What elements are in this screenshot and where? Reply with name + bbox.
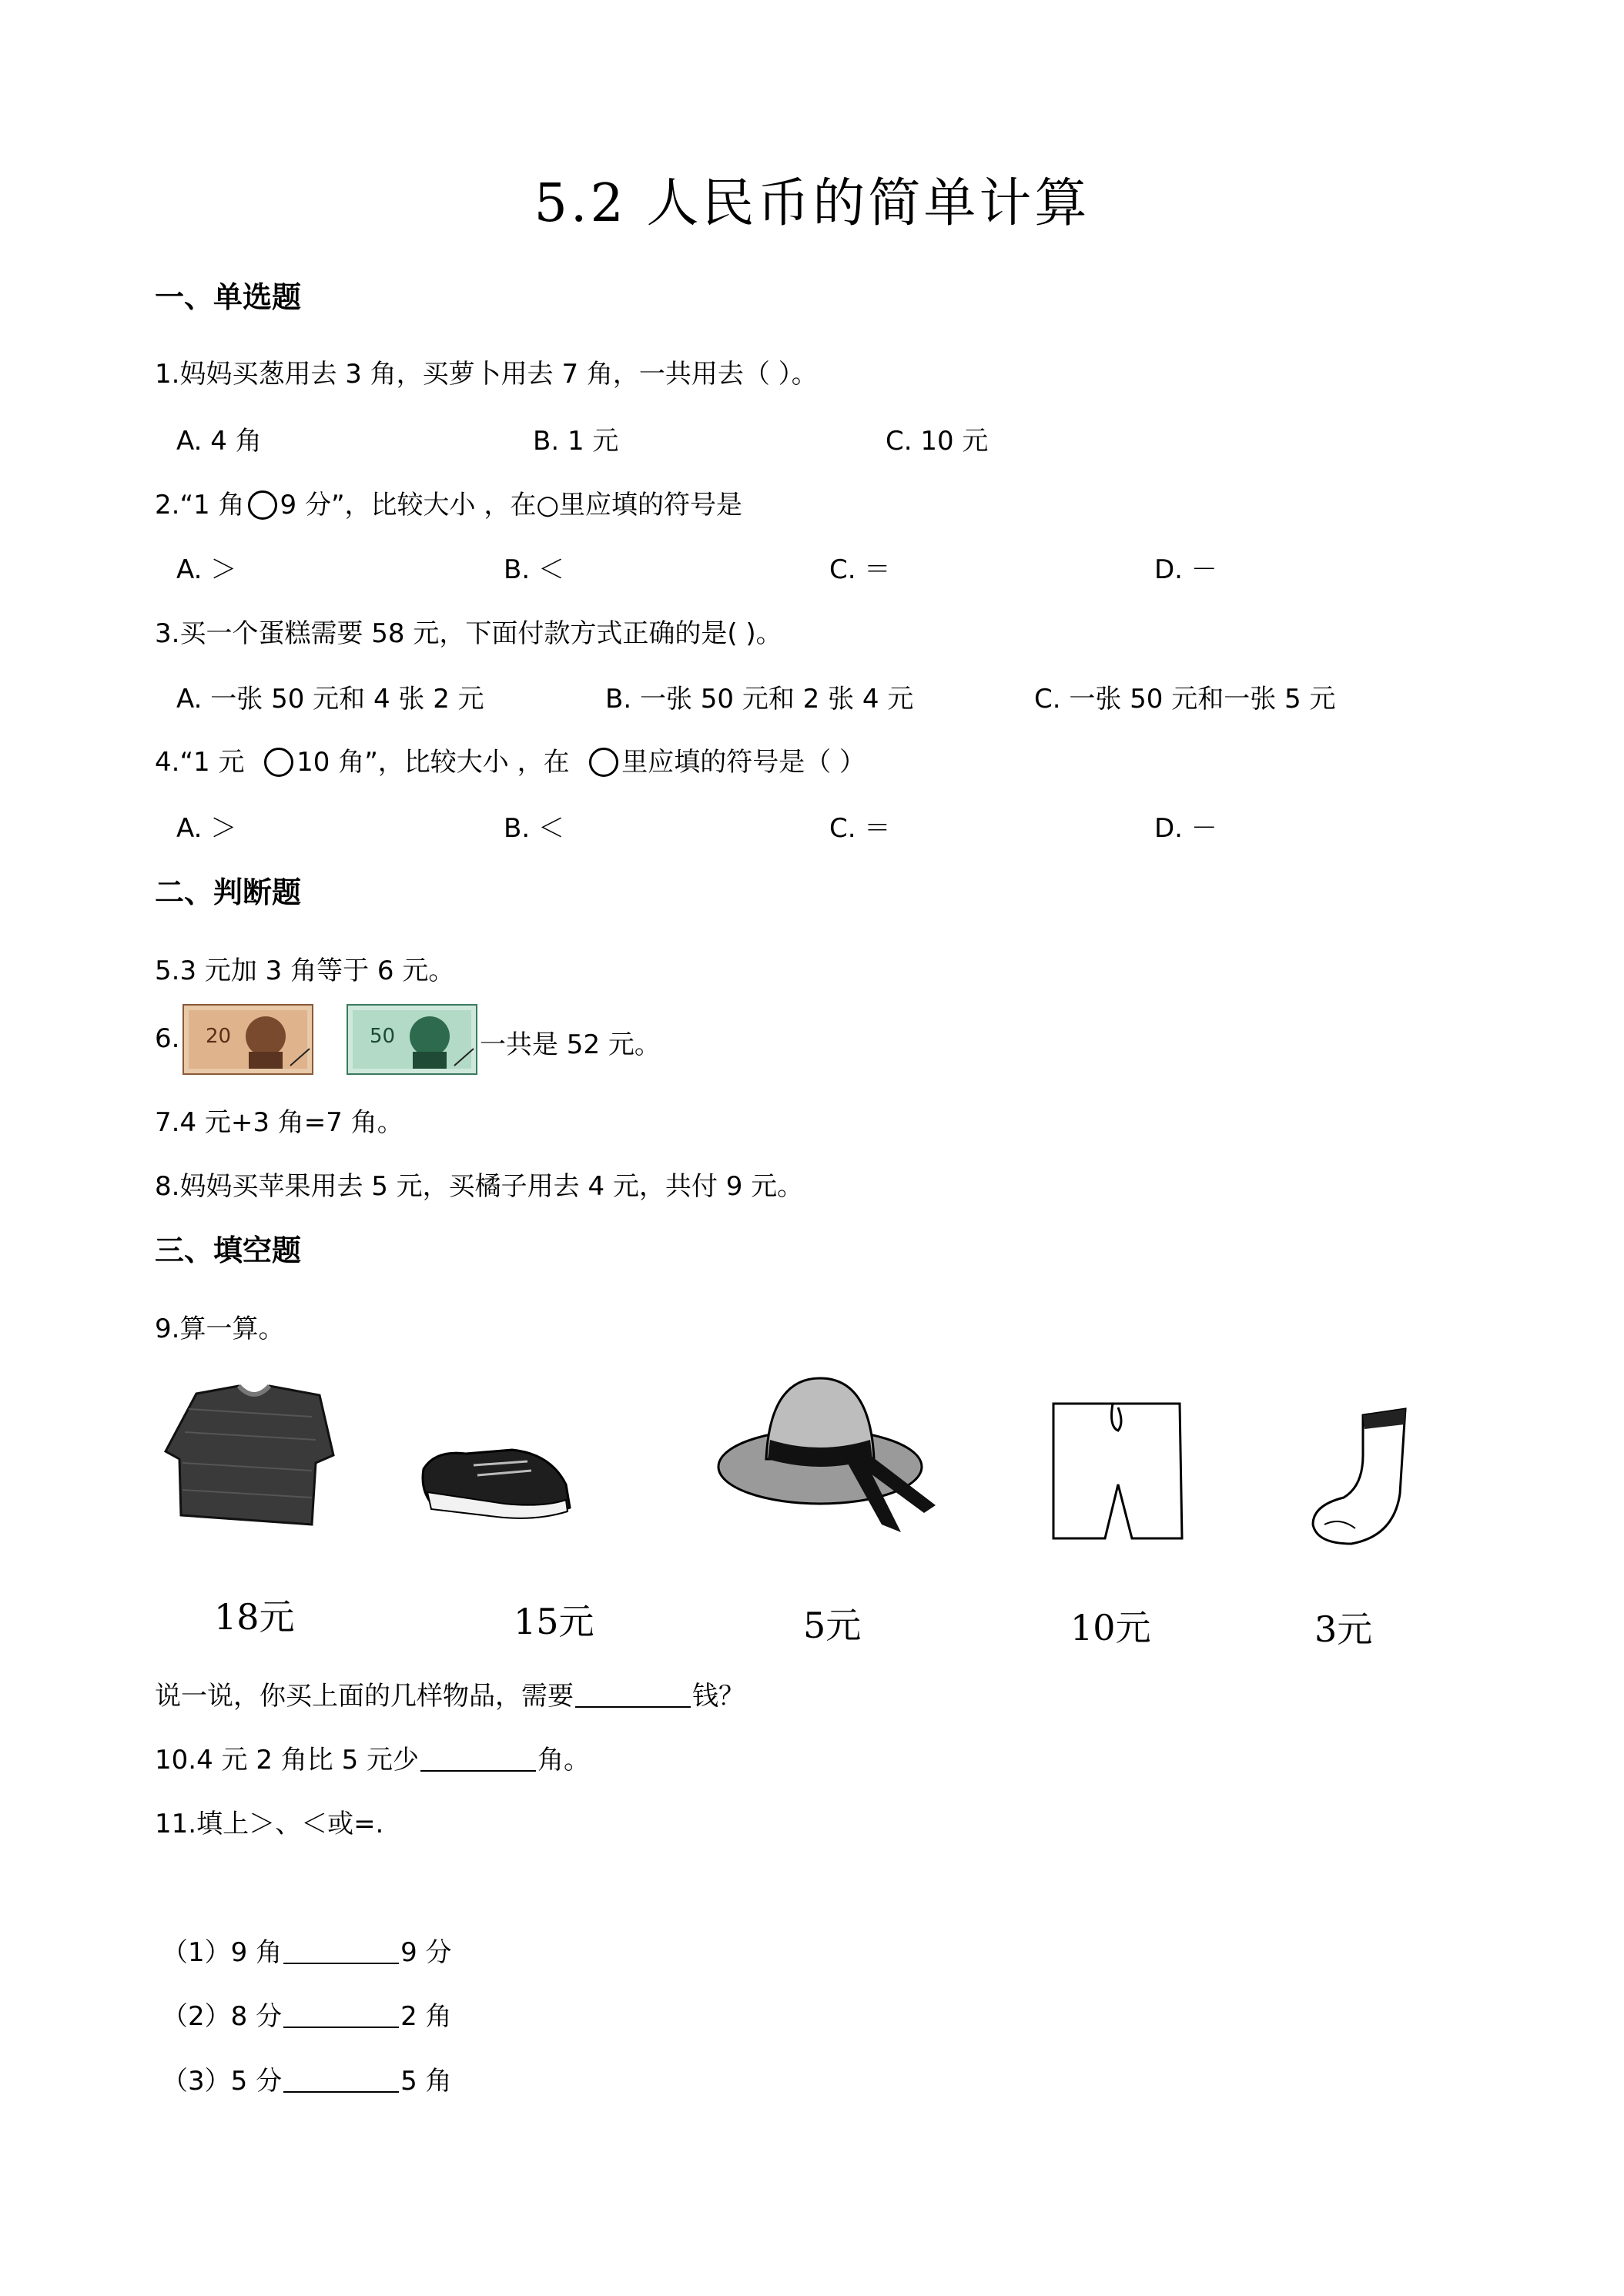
- q11-item-pre: （2）8 分: [162, 2001, 283, 2032]
- q4-text-pre: 4.“1 元: [155, 747, 245, 778]
- q4-text-mid: 10 角”，比较大小 ，在: [296, 747, 570, 778]
- question-1: 1.妈妈买葱用去 3 角，买萝卜用去 7 角，一共用去（ ）。: [155, 359, 818, 390]
- section-heading-true-false: 二、判断题: [155, 875, 302, 909]
- q2-option-a[interactable]: A. ＞: [176, 554, 237, 585]
- q11-item-post: 5 角: [400, 2066, 452, 2097]
- q2-option-b[interactable]: B. ＜: [504, 554, 564, 585]
- question-11: 11.填上＞、＜或=.: [155, 1809, 384, 1839]
- q11-item-post: 2 角: [400, 2001, 452, 2032]
- answer-blank[interactable]: [420, 1747, 536, 1772]
- q3-option-c[interactable]: C. 一张 50 元和一张 5 元: [1034, 684, 1336, 715]
- banknote-50-value: 50: [370, 1025, 396, 1048]
- banknote-20-value: 20: [206, 1025, 232, 1048]
- q2-text-post: 9 分”，比较大小 ，在○里应填的符号是: [280, 490, 743, 520]
- compare-circle-icon: [589, 748, 618, 777]
- q11-item-3: [162, 2060, 452, 2097]
- q11-item-pre: （1）9 角: [162, 1937, 283, 1968]
- banknote-50-image: [347, 1004, 477, 1075]
- q11-item-2: [162, 1995, 452, 2033]
- q1-option-b[interactable]: B. 1 元: [533, 426, 619, 457]
- banknote-20-image: [182, 1004, 313, 1075]
- q1-option-c[interactable]: C. 10 元: [886, 426, 989, 457]
- q3-option-b[interactable]: B. 一张 50 元和 2 张 4 元: [605, 684, 914, 715]
- sweater-icon: [166, 1386, 335, 1528]
- answer-blank[interactable]: [283, 2068, 399, 2093]
- sock-icon: [1309, 1409, 1425, 1548]
- q10-post: 角。: [537, 1745, 591, 1776]
- q2-option-c[interactable]: C. ＝: [829, 554, 891, 585]
- price-label: 15元: [514, 1601, 594, 1642]
- section-heading-single-choice: 一、单选题: [155, 280, 302, 314]
- q2-text-pre: 2.“1 角: [155, 490, 245, 520]
- question-9-ask: [155, 1675, 745, 1712]
- q9-ask-pre: 说一说，你买上面的几样物品，需要: [155, 1681, 574, 1712]
- compare-circle-icon: [248, 490, 277, 520]
- answer-blank[interactable]: [575, 1683, 691, 1708]
- compare-circle-icon: [264, 748, 293, 777]
- q11-item-1: [162, 1931, 452, 1969]
- q2-option-d[interactable]: D. －: [1154, 554, 1217, 585]
- question-6-number: 6.: [155, 1023, 180, 1054]
- question-6-text: 一共是 52 元。: [480, 1029, 661, 1060]
- shoe-icon: [420, 1438, 574, 1523]
- price-label: 18元: [214, 1596, 295, 1638]
- q4-option-c[interactable]: C. ＝: [829, 813, 891, 844]
- price-label: 5元: [803, 1605, 862, 1646]
- q4-option-a[interactable]: A. ＞: [176, 813, 237, 844]
- price-label: 10元: [1070, 1607, 1151, 1648]
- question-8: 8.妈妈买苹果用去 5 元，买橘子用去 4 元，共付 9 元。: [155, 1171, 804, 1202]
- q10-pre: 10.4 元 2 角比 5 元少: [155, 1745, 420, 1776]
- shorts-icon: [1047, 1400, 1186, 1542]
- question-5: 5.3 元加 3 角等于 6 元。: [155, 956, 455, 986]
- question-9: 9.算一算。: [155, 1314, 285, 1344]
- page-title: 5.2 人民币的简单计算: [534, 173, 1090, 234]
- question-3: 3.买一个蛋糕需要 58 元，下面付款方式正确的是( )。: [155, 618, 782, 649]
- answer-blank[interactable]: [283, 1940, 399, 1964]
- q9-ask-post: 钱？: [692, 1681, 745, 1712]
- section-heading-fill-blank: 三、填空题: [155, 1233, 302, 1267]
- question-7: 7.4 元+3 角=7 角。: [155, 1107, 403, 1138]
- q4-option-b[interactable]: B. ＜: [504, 813, 564, 844]
- q11-item-pre: （3）5 分: [162, 2066, 283, 2097]
- answer-blank[interactable]: [283, 2003, 399, 2028]
- hat-icon: [716, 1378, 947, 1544]
- question-10: [155, 1739, 590, 1776]
- q3-option-a[interactable]: A. 一张 50 元和 4 张 2 元: [176, 684, 484, 715]
- q11-item-post: 9 分: [400, 1937, 452, 1968]
- question-2: [155, 484, 742, 521]
- question-4: [155, 741, 866, 778]
- price-label: 3元: [1314, 1608, 1373, 1650]
- q4-text-post: 里应填的符号是（ ）: [621, 747, 866, 778]
- q1-option-a[interactable]: A. 4 角: [176, 426, 262, 457]
- q4-option-d[interactable]: D. －: [1154, 813, 1217, 844]
